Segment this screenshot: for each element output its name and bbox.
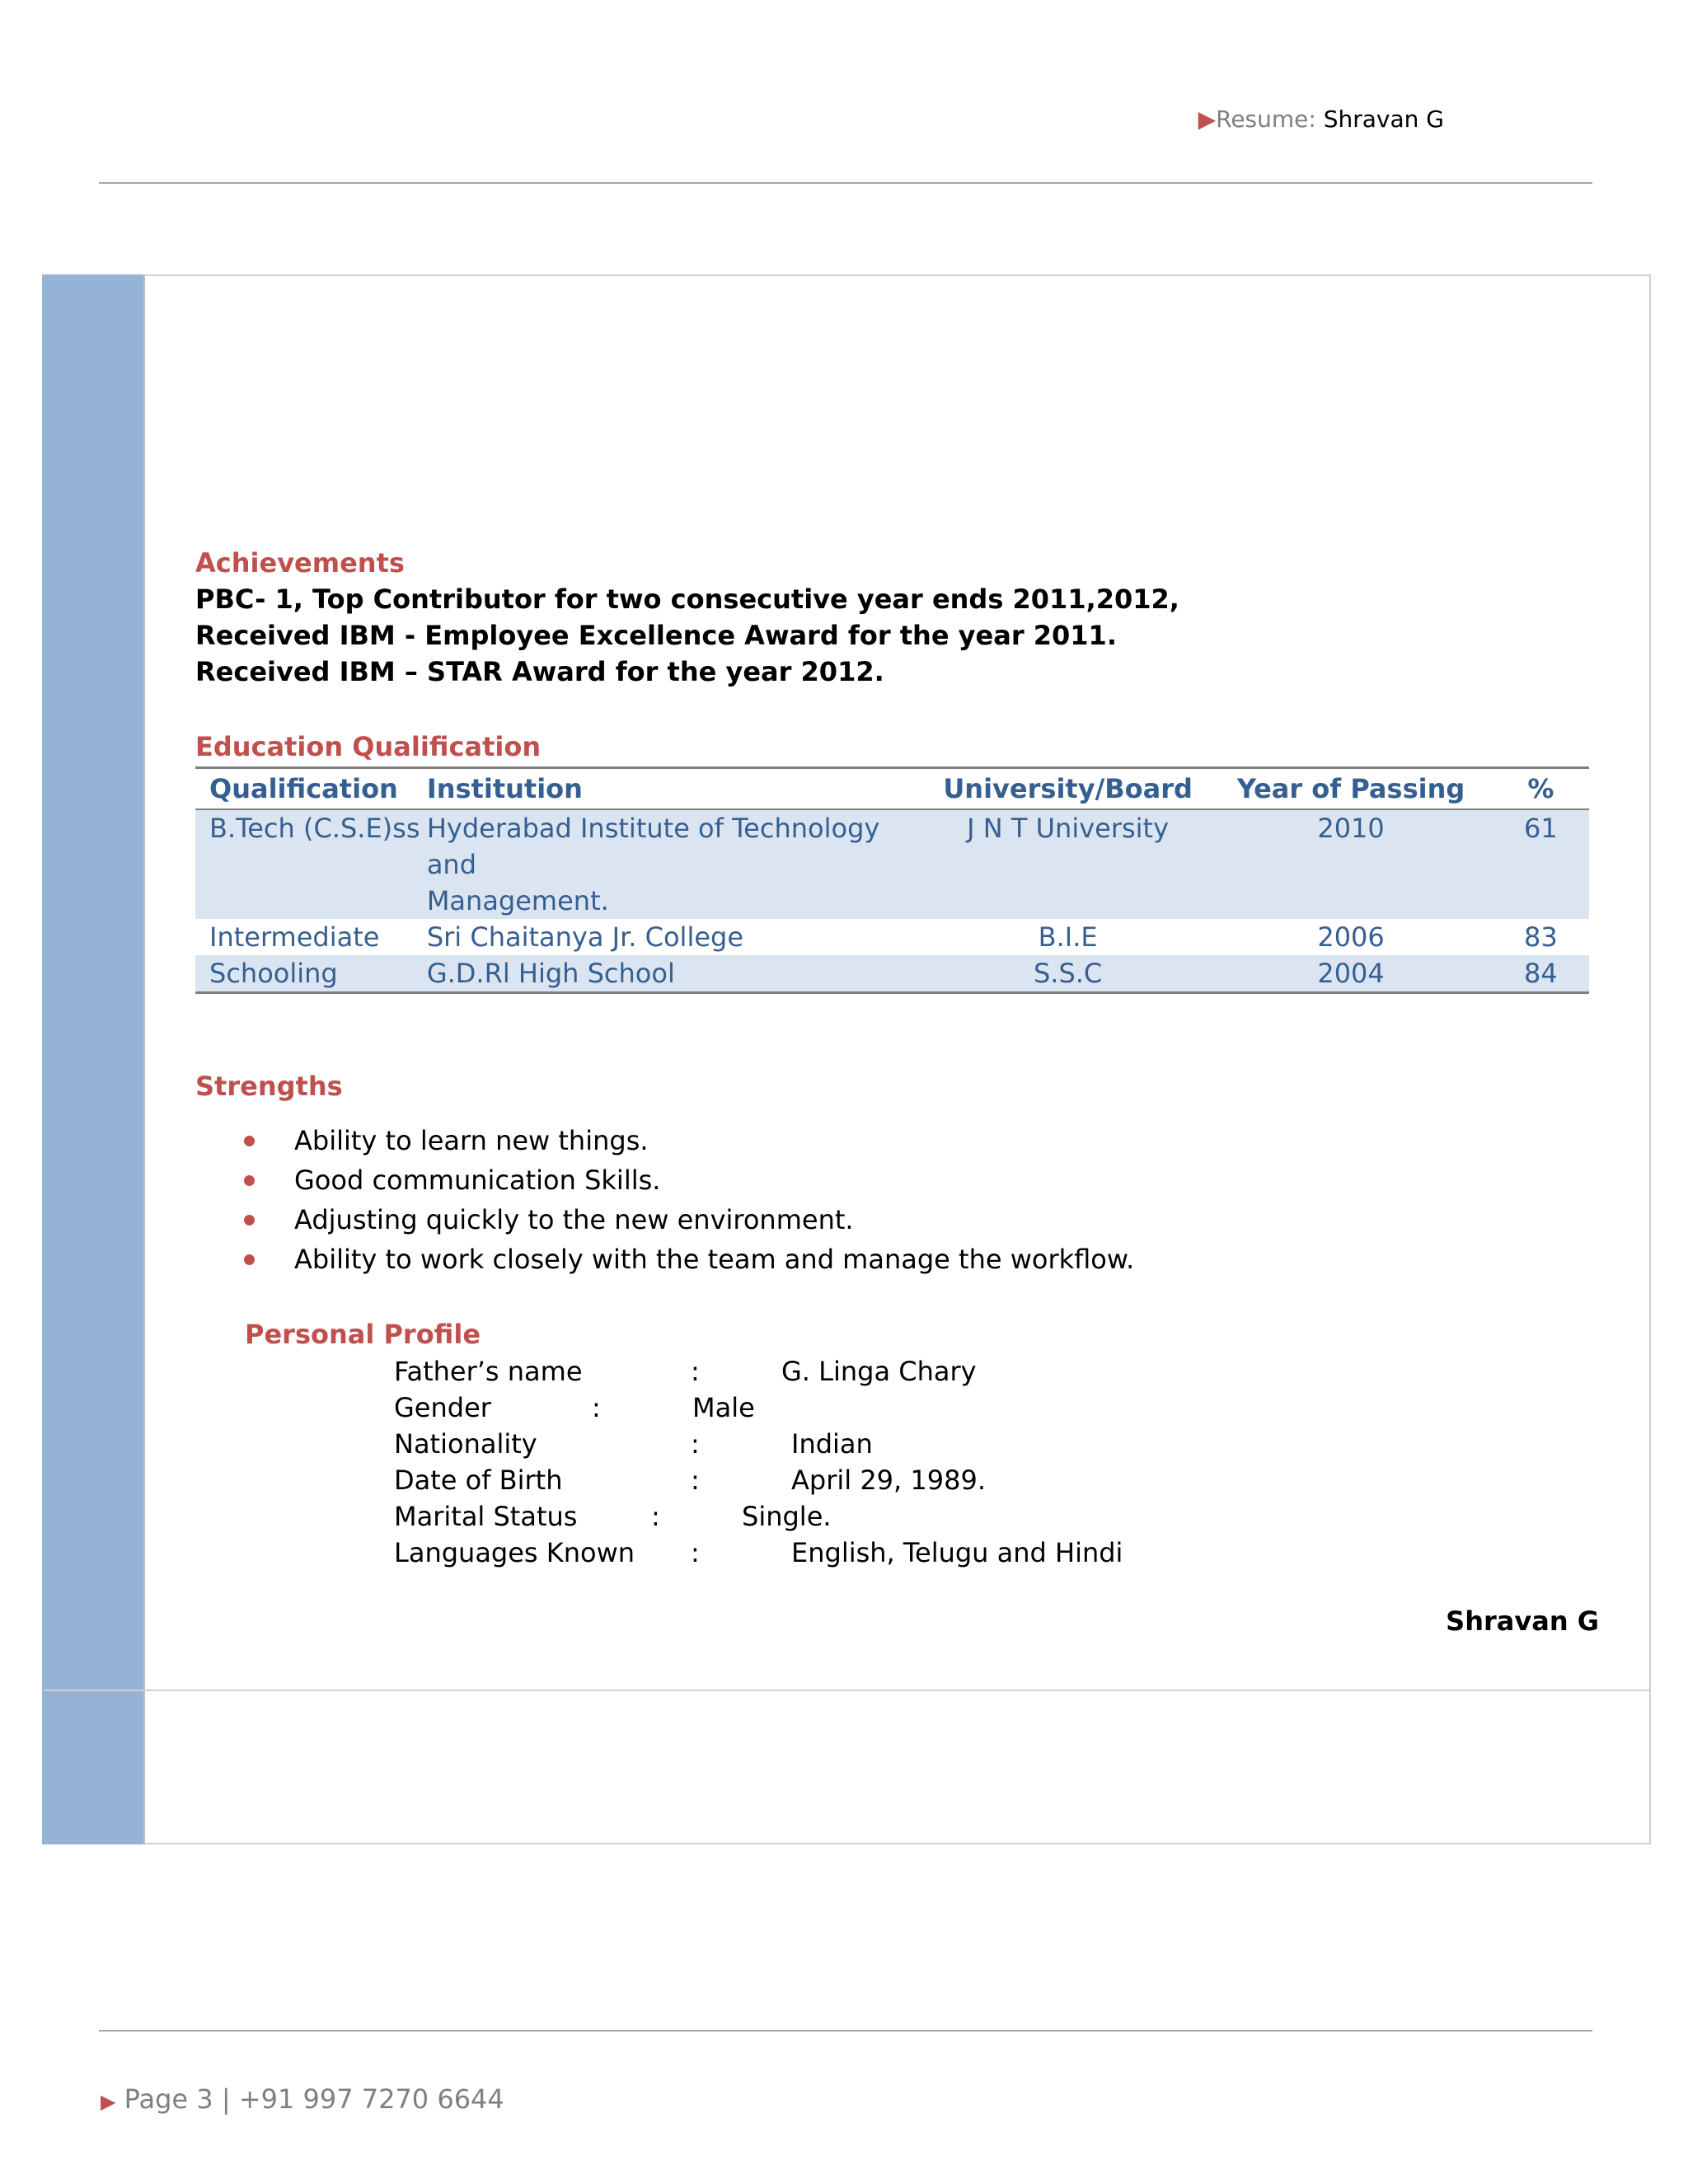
profile-value: Male <box>692 1392 755 1423</box>
column-header: Institution <box>427 768 926 810</box>
achievement-item: PBC- 1, Top Contributor for two consecutive year ends 2011,2012, <box>195 583 1179 615</box>
profile-label: Gender <box>394 1392 491 1423</box>
table-row <box>195 919 1589 955</box>
cell-institution <box>427 809 926 919</box>
cell-institution: G.D.Rl High School <box>427 955 926 993</box>
cell-percent: 84 <box>1493 955 1589 993</box>
column-header: Qualification <box>195 768 427 810</box>
cell-percent: 61 <box>1493 809 1589 919</box>
running-footer <box>101 2083 504 2115</box>
frame-divider <box>44 1690 1649 1691</box>
institution-line: Hyderabad Institute of Technology and <box>426 813 880 880</box>
personal-profile-title: Personal Profile <box>245 1319 481 1350</box>
education-title: Education Qualification <box>195 731 542 762</box>
profile-label: Marital Status <box>394 1501 578 1532</box>
cell-percent: 83 <box>1524 921 1558 953</box>
achievement-item: Received IBM – STAR Award for the year 2012. <box>195 656 884 687</box>
bullet-icon <box>244 1175 255 1186</box>
profile-separator: : <box>592 1392 601 1423</box>
triangle-bullet-icon: ▶ <box>1198 105 1217 133</box>
cell-qualification: B.Tech (C.S.E)ss <box>195 809 427 919</box>
profile-value: April 29, 1989. <box>791 1465 986 1496</box>
column-header: University/Board <box>926 768 1209 810</box>
profile-label: Languages Known <box>394 1537 635 1568</box>
achievement-item: Received IBM - Employee Excellence Award for the year 2011. <box>195 620 1117 651</box>
strength-text: Ability to learn new things. <box>294 1125 649 1156</box>
profile-label: Father’s name <box>394 1356 583 1387</box>
table-header-row <box>195 768 1589 810</box>
institution-line: Management. <box>426 885 609 916</box>
table-row <box>195 955 1589 993</box>
profile-separator: : <box>691 1465 700 1496</box>
cell-institution: Sri Chaitanya Jr. College <box>426 921 744 953</box>
achievements-title: Achievements <box>195 547 405 579</box>
triangle-bullet-icon: ▶ <box>101 2090 116 2113</box>
bullet-icon <box>244 1136 255 1146</box>
content-frame <box>42 274 1651 1844</box>
strengths-title: Strengths <box>195 1071 343 1102</box>
header-label: Resume: <box>1216 105 1316 133</box>
table-row <box>195 809 1589 919</box>
profile-label: Nationality <box>394 1428 537 1460</box>
cell-board: J N T University <box>926 809 1209 919</box>
strength-text: Ability to work closely with the team and manage the workflow. <box>294 1244 1135 1275</box>
profile-separator: : <box>651 1501 660 1532</box>
running-header <box>1198 105 1444 133</box>
bullet-icon <box>244 1254 255 1265</box>
cell-year: 2004 <box>1209 955 1492 993</box>
strength-text: Adjusting quickly to the new environment. <box>294 1204 854 1235</box>
header-rule <box>99 182 1592 184</box>
footer-page-phone: Page 3 | +91 997 7270 6644 <box>124 2083 504 2115</box>
profile-value: Single. <box>742 1501 832 1532</box>
profile-separator: : <box>691 1428 700 1460</box>
cell-board: S.S.C <box>926 955 1209 993</box>
column-header: % <box>1493 768 1589 810</box>
cell-year: 2010 <box>1209 809 1492 919</box>
education-table <box>195 766 1589 994</box>
footer-rule <box>99 2030 1592 2032</box>
sidebar-bar <box>42 274 145 1844</box>
cell-year: 2006 <box>1317 921 1385 953</box>
profile-label: Date of Birth <box>394 1465 563 1496</box>
cell-qualification: Intermediate <box>209 921 380 953</box>
cell-qualification: Schooling <box>195 955 427 993</box>
header-name: Shravan G <box>1323 105 1444 133</box>
signature: Shravan G <box>1446 1605 1599 1637</box>
cell-board: B.I.E <box>1038 921 1098 953</box>
profile-separator: : <box>691 1537 700 1568</box>
profile-separator: : <box>691 1356 700 1387</box>
strength-text: Good communication Skills. <box>294 1165 661 1196</box>
profile-value: English, Telugu and Hindi <box>791 1537 1123 1568</box>
profile-value: G. Linga Chary <box>781 1356 977 1387</box>
bullet-icon <box>244 1215 255 1226</box>
column-header: Year of Passing <box>1209 768 1492 810</box>
profile-value: Indian <box>791 1428 873 1460</box>
